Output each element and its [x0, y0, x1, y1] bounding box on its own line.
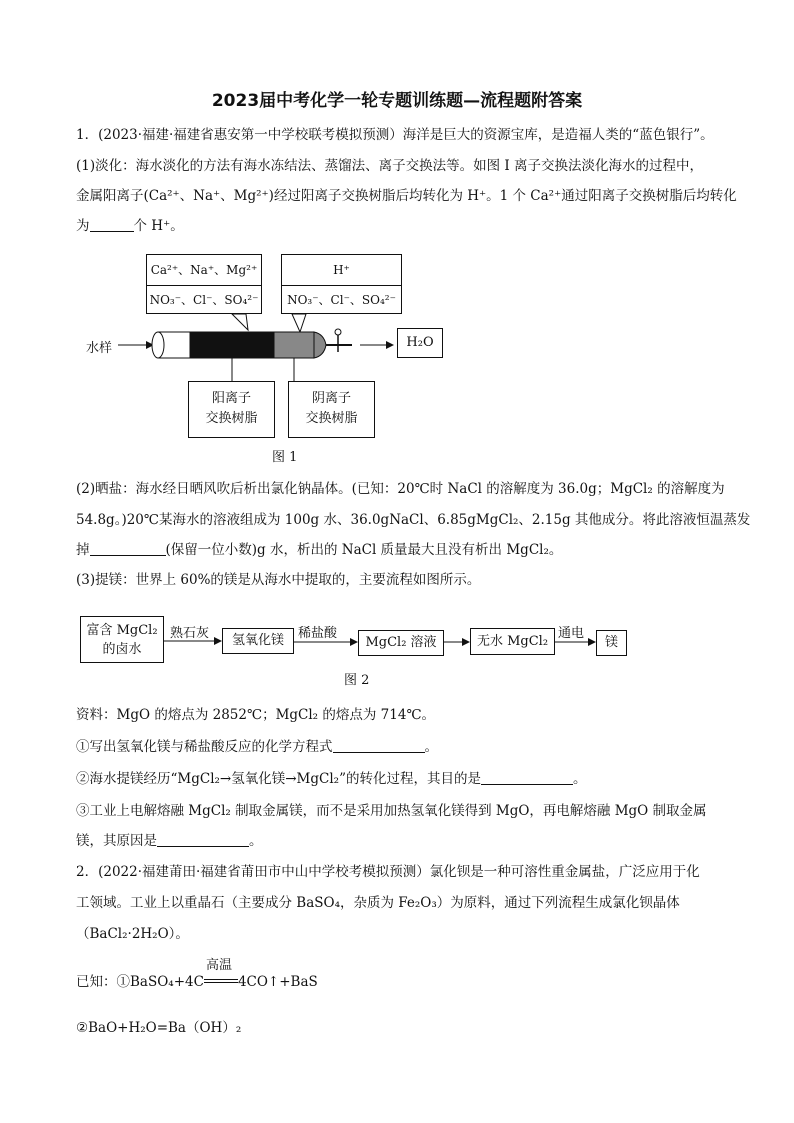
q2-line3: （BaCl₂·2H₂O）。: [76, 926, 189, 942]
q1-part2-suffix: (保留一位小数)g 水，析出的 NaCl 质量最大且没有析出 MgCl₂。: [165, 542, 563, 558]
q1-part1-line1: (1)淡化：海水淡化的方法有海水冻结法、蒸馏法、离子交换法等。如图 I 离子交换法淡化海水的过程中，: [76, 158, 704, 174]
q1-part2-line1: (2)晒盐：海水经日晒风吹后析出氯化钠晶体。(已知：20℃时 NaCl 的溶解度为 36.0g；MgCl₂ 的溶解度为: [76, 481, 725, 497]
q1-part2-prefix: 掉: [76, 542, 90, 558]
q1-sub1: [76, 738, 726, 756]
q1-part2-line2: 54.8g。)20℃某海水的溶液组成为 100g 水、36.0gNaCl、6.85gMgCl₂、2.15g 其他成分。将此溶液恒温蒸发: [76, 512, 751, 528]
reaction-condition: [204, 958, 238, 986]
q2-line1: 2．(2022·福建莆田·福建省莆田市中山中学校考模拟预测）氯化钡是一种可溶性重金属盐，广泛应用于化: [76, 864, 700, 880]
reaction-condition-label: 高温: [205, 958, 232, 973]
fig1-box-cations-bottom: NO₃⁻、Cl⁻、SO₄²⁻: [149, 293, 259, 307]
q1-sub3-line2: [76, 832, 726, 850]
fig2-arrow1-label: 熟石灰: [170, 626, 210, 641]
fig1-apparatus: [0, 0, 794, 460]
fig1-caption: 图 1: [272, 450, 298, 465]
q1-sub1-end: 。: [424, 739, 438, 755]
q2-known-2: ②BaO+H₂O=Ba（OH）₂: [76, 1020, 242, 1036]
q1-intro: 1．(2023·福建·福建省惠安第一中学校联考模拟预测）海洋是巨大的资源宝库，是造福人类的“蓝色银行”。: [76, 127, 714, 143]
q1-sub2-text: ②海水提镁经历“MgCl₂→氢氧化镁→MgCl₂”的转化过程，其目的是: [76, 771, 481, 787]
q2-line2: 工领域。工业上以重晶石（主要成分 BaSO₄，杂质为 Fe₂O₃）为原料，通过下列流程生成氯化钡晶体: [76, 895, 680, 911]
equals-line-bottom: [204, 982, 238, 983]
fig1-anion-resin-line2: 交换树脂: [305, 411, 358, 426]
q1-part1-suffix: 个 H⁺。: [133, 218, 184, 234]
fig1-inlet-label: 水样: [86, 341, 113, 356]
q1-sub1-text: ①写出氢氧化镁与稀盐酸反应的化学方程式: [76, 739, 333, 755]
fig2-box-brine-line2: 的卤水: [102, 642, 142, 657]
fig2-arrow2-label: 稀盐酸: [298, 626, 338, 641]
answer-blank-5[interactable]: [157, 832, 249, 847]
q2-known-1: [76, 958, 726, 991]
fig2-box-magnesium: 镁: [596, 630, 627, 656]
q1-sub3-end: 。: [249, 833, 263, 849]
q1-part3-intro: (3)提镁：世界上 60%的镁是从海水中提取的，主要流程如图所示。: [76, 572, 481, 588]
fig1-box-hydrogen-bottom: NO₃⁻、Cl⁻、SO₄²⁻: [287, 293, 396, 307]
fig1-box-cations-top: Ca²⁺、Na⁺、Mg²⁺: [147, 255, 261, 286]
q1-part1-prefix: 为: [76, 218, 90, 234]
q1-sub2: [76, 770, 726, 788]
fig1-anion-resin-label: [288, 381, 375, 438]
fig2-arrows: [0, 600, 794, 680]
fig2-box-mg-hydroxide: 氢氧化镁: [222, 628, 294, 654]
fig1-cation-resin-label: [188, 381, 275, 438]
answer-blank-2[interactable]: [90, 541, 166, 556]
q1-part2-line3: [76, 541, 726, 559]
fig1-anion-resin-line1: 阴离子: [311, 391, 351, 406]
q1-sub3-text: 镁，其原因是: [76, 833, 157, 849]
fig2-box-anhydrous-mgcl2: 无水 MgCl₂: [470, 628, 555, 655]
q1-sub3-line1: ③工业上电解熔融 MgCl₂ 制取金属镁，而不是采用加热氢氧化镁得到 MgO，再电解熔融 MgO 制取金属: [76, 803, 707, 819]
fig1-cation-resin-line1: 阳离子: [211, 391, 251, 406]
q2-known-1-right: 4CO↑+BaS: [237, 974, 318, 990]
fig2-arrow4-label: 通电: [558, 626, 585, 641]
fig1-box-hydrogen-top: H⁺: [282, 255, 401, 286]
page-title: 2023届中考化学一轮专题训练题—流程题附答案: [211, 91, 583, 111]
fig2-box-mgcl2-solution: MgCl₂ 溶液: [358, 630, 444, 656]
q1-sub2-end: 。: [572, 771, 587, 787]
answer-blank-3[interactable]: [333, 738, 425, 753]
fig2-caption: 图 2: [344, 673, 370, 688]
q1-part1-line2: 金属阳离子(Ca²⁺、Na⁺、Mg²⁺)经过阳离子交换树脂后均转化为 H⁺。1 个 Ca²⁺通过阳离子交换树脂后均转化: [76, 188, 737, 204]
equals-line-top: [204, 979, 238, 980]
q2-known-1-left: 已知：①BaSO₄+4C: [76, 974, 204, 990]
fig2-box-brine-line1: 富含 MgCl₂: [86, 623, 158, 638]
q1-info: 资料：MgO 的熔点为 2852℃；MgCl₂ 的熔点为 714℃。: [76, 707, 436, 723]
fig1-cation-resin-line2: 交换树脂: [205, 411, 258, 426]
answer-blank-4[interactable]: [481, 770, 573, 785]
fig1-outlet-box: H₂O: [397, 328, 443, 358]
